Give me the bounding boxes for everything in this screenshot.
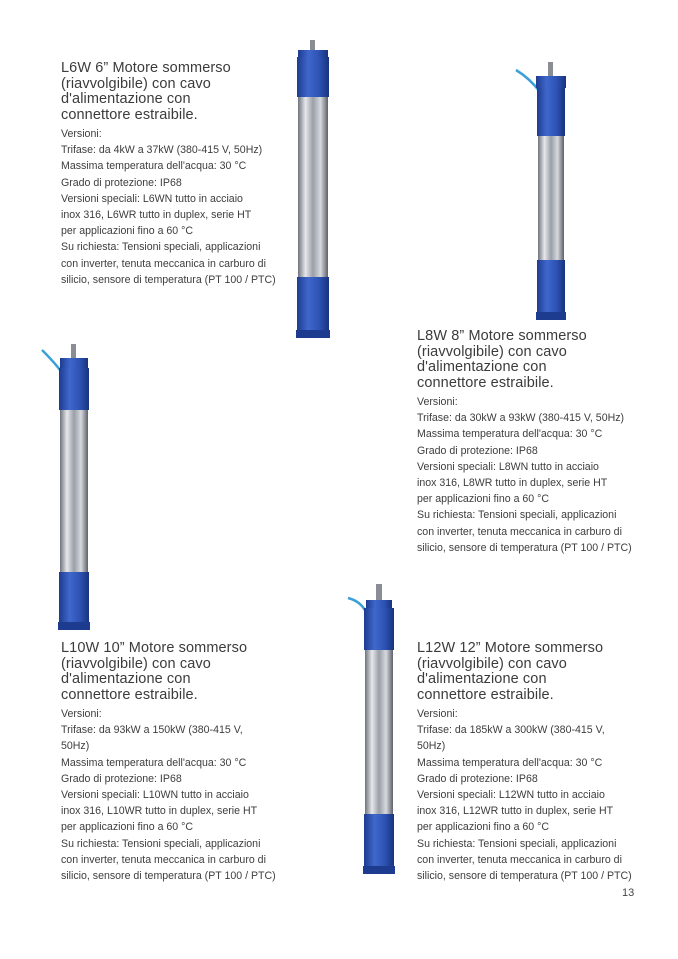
spec-line: con inverter, tenuta meccanica in carburo di xyxy=(61,257,266,270)
spec-line: Versioni speciali: L8WN tutto in acciaio xyxy=(417,460,599,473)
spec-line: Versioni: xyxy=(417,708,458,720)
spec-line: Su richiesta: Tensioni speciali, applicazioni xyxy=(417,509,617,522)
spec-line: silicio, sensore di temperatura (PT 100 / PTC) xyxy=(61,870,276,883)
title-line: connettore estraibile. xyxy=(61,686,198,703)
spec-line: Versioni speciali: L12WN tutto in acciaio xyxy=(417,789,605,802)
product-l6w xyxy=(61,61,276,288)
spec-line: per applicazioni fino a 60 °C xyxy=(61,225,194,238)
title-line: L6W 6” Motore sommerso xyxy=(61,60,231,76)
spec-line: Grado di protezione: IP68 xyxy=(417,444,538,457)
spec-line: 50Hz) xyxy=(61,740,90,753)
title-line: d'alimentazione con xyxy=(417,359,547,375)
spec-line: Massima temperatura dell'acqua: 30 °C xyxy=(61,756,247,769)
spec-line: con inverter, tenuta meccanica in carburo di xyxy=(61,853,266,866)
spec-line: inox 316, L8WR tutto in duplex, serie HT xyxy=(417,477,608,490)
spec-line: Su richiesta: Tensioni speciali, applicazioni xyxy=(61,241,261,254)
motor-image-l12w xyxy=(346,584,406,878)
spec-line: inox 316, L6WR tutto in duplex, serie HT xyxy=(61,209,252,222)
spec-line: Su richiesta: Tensioni speciali, applicazioni xyxy=(417,837,617,850)
spec-line: silicio, sensore di temperatura (PT 100 / PTC) xyxy=(417,870,632,883)
spec-line: Versioni: xyxy=(61,128,102,140)
product-title xyxy=(61,641,276,703)
motor-image-l10w xyxy=(40,344,100,634)
title-line: d'alimentazione con xyxy=(61,671,191,687)
spec-line: Massima temperatura dell'acqua: 30 °C xyxy=(61,160,247,173)
spec-line: Massima temperatura dell'acqua: 30 °C xyxy=(417,756,603,769)
spec-line: per applicazioni fino a 60 °C xyxy=(417,821,550,834)
spec-line: con inverter, tenuta meccanica in carburo di xyxy=(417,853,622,866)
spec-line: Massima temperatura dell'acqua: 30 °C xyxy=(417,428,603,441)
motor-image-l6w xyxy=(288,40,338,342)
spec-line: Trifase: da 93kW a 150kW (380-415 V, xyxy=(61,724,243,737)
spec-line: silicio, sensore di temperatura (PT 100 / PTC) xyxy=(417,541,632,554)
product-title xyxy=(417,641,632,703)
title-line: connettore estraibile. xyxy=(417,686,554,703)
spec-line: inox 316, L12WR tutto in duplex, serie HT xyxy=(417,805,614,818)
spec-line: per applicazioni fino a 60 °C xyxy=(417,493,550,506)
product-l10w xyxy=(61,641,276,884)
spec-line: Versioni speciali: L6WN tutto in acciaio xyxy=(61,192,243,205)
product-title xyxy=(417,329,632,391)
motor-image-l8w xyxy=(512,62,578,324)
page-number: 13 xyxy=(622,887,635,899)
spec-line: Versioni speciali: L10WN tutto in acciaio xyxy=(61,789,249,802)
title-line: (riavvolgibile) con cavo xyxy=(61,655,211,672)
spec-line: Trifase: da 30kW a 93kW (380-415 V, 50Hz) xyxy=(417,412,625,425)
spec-line: Su richiesta: Tensioni speciali, applicazioni xyxy=(61,837,261,850)
title-line: d'alimentazione con xyxy=(61,91,191,107)
spec-line: Versioni: xyxy=(417,396,458,408)
spec-line: silicio, sensore di temperatura (PT 100 / PTC) xyxy=(61,273,276,286)
spec-line: Trifase: da 4kW a 37kW (380-415 V, 50Hz) xyxy=(61,144,263,157)
title-line: L10W 10” Motore sommerso xyxy=(61,640,248,656)
product-title xyxy=(61,61,276,123)
spec-line: 50Hz) xyxy=(417,740,446,753)
title-line: connettore estraibile. xyxy=(61,106,198,123)
spec-line: Grado di protezione: IP68 xyxy=(61,772,182,785)
spec-line: Versioni: xyxy=(61,708,102,720)
title-line: (riavvolgibile) con cavo xyxy=(417,343,567,360)
title-line: (riavvolgibile) con cavo xyxy=(417,655,567,672)
title-line: L8W 8” Motore sommerso xyxy=(417,328,587,344)
title-line: connettore estraibile. xyxy=(417,374,554,391)
spec-line: Trifase: da 185kW a 300kW (380-415 V, xyxy=(417,724,605,737)
spec-line: Grado di protezione: IP68 xyxy=(417,772,538,785)
spec-line: con inverter, tenuta meccanica in carburo di xyxy=(417,525,622,538)
title-line: (riavvolgibile) con cavo xyxy=(61,75,211,92)
spec-line: Grado di protezione: IP68 xyxy=(61,176,182,189)
spec-line: per applicazioni fino a 60 °C xyxy=(61,821,194,834)
spec-line: inox 316, L10WR tutto in duplex, serie HT xyxy=(61,805,258,818)
title-line: d'alimentazione con xyxy=(417,671,547,687)
title-line: L12W 12” Motore sommerso xyxy=(417,640,604,656)
product-l8w xyxy=(417,329,632,556)
product-l12w xyxy=(417,641,632,884)
